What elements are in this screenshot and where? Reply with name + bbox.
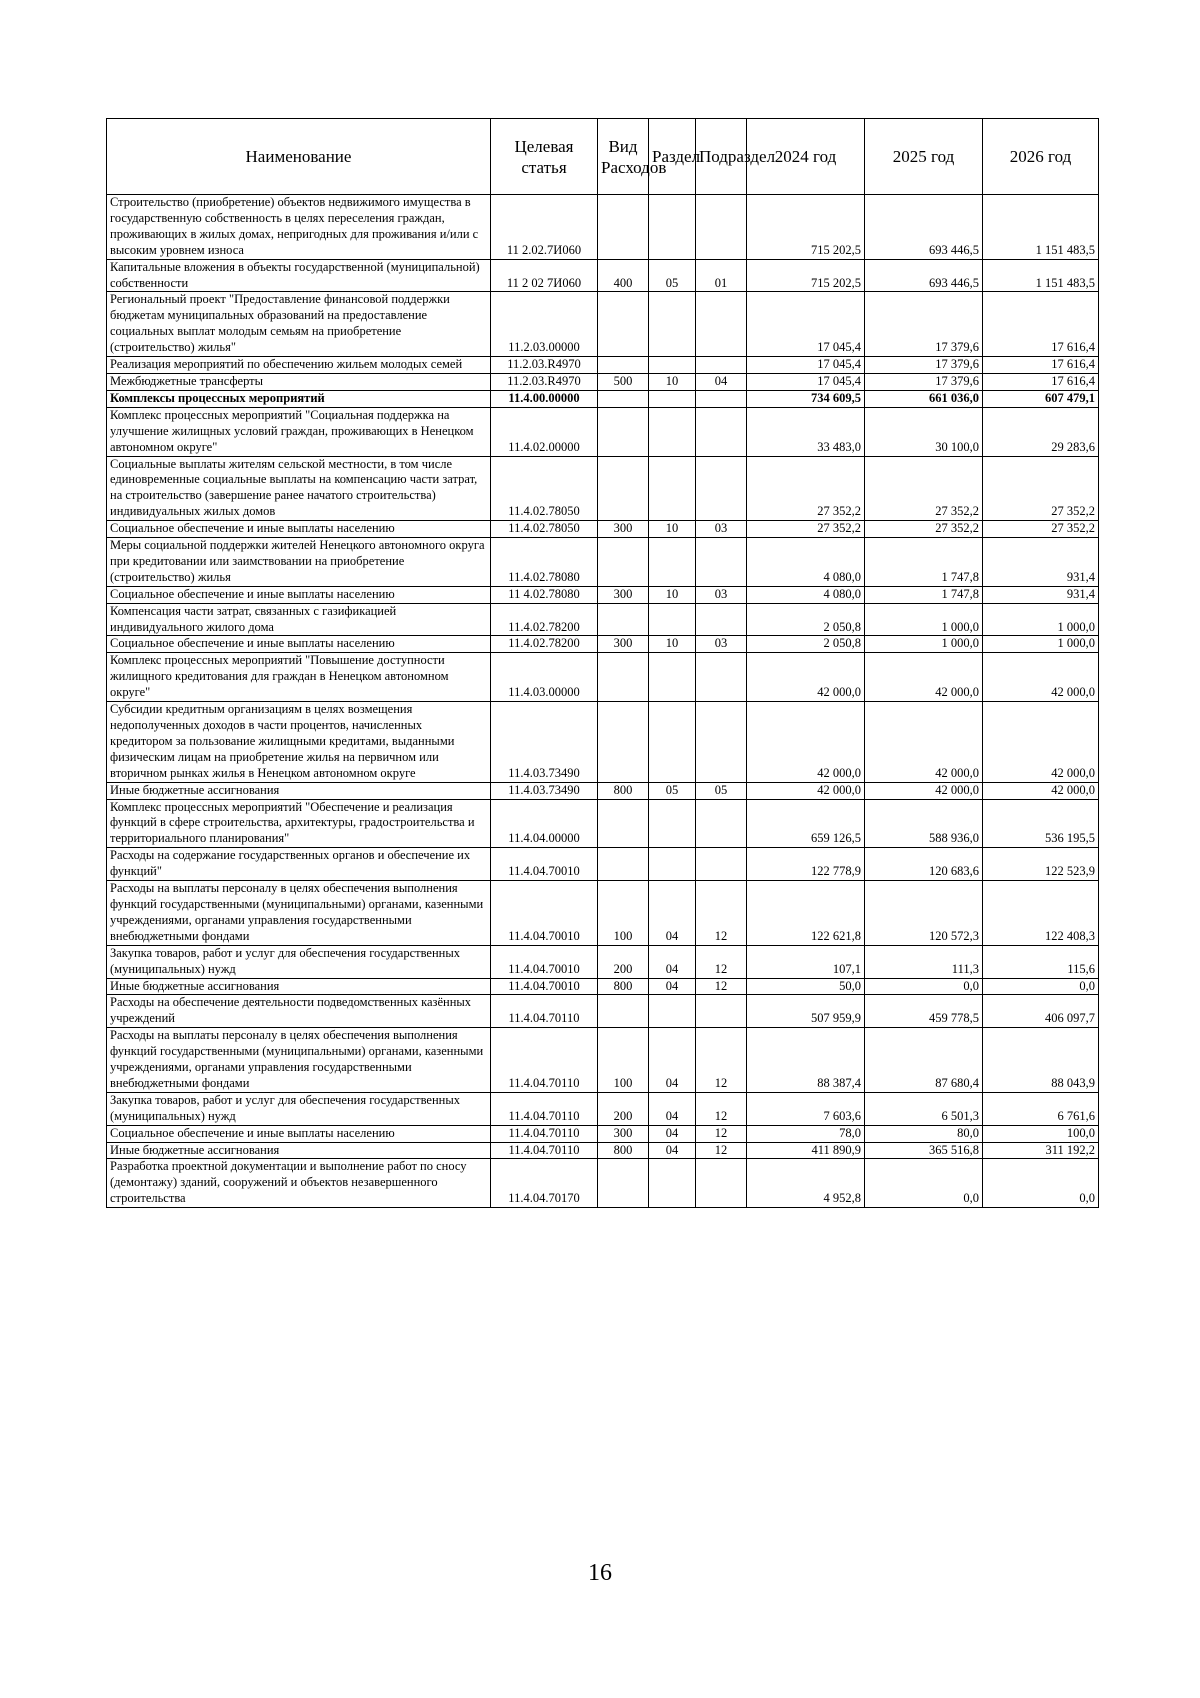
row-section	[649, 357, 696, 374]
row-name: Комплекс процессных мероприятий "Обеспечение и реализация функций в сфере строительства, архитектуры, градостроительства и территориального планирования"	[107, 799, 491, 848]
row-section	[649, 702, 696, 783]
row-expense-type: 500	[598, 373, 649, 390]
row-value-2024: 27 352,2	[747, 521, 865, 538]
row-value-2025: 6 501,3	[865, 1092, 983, 1125]
row-name: Иные бюджетные ассигнования	[107, 782, 491, 799]
row-value-2025: 17 379,6	[865, 357, 983, 374]
row-value-2024: 2 050,8	[747, 636, 865, 653]
row-value-2025: 661 036,0	[865, 390, 983, 407]
row-name: Расходы на содержание государственных органов и обеспечение их функций"	[107, 848, 491, 881]
row-name: Межбюджетные трансферты	[107, 373, 491, 390]
row-value-2026: 122 408,3	[983, 881, 1099, 946]
table-row	[107, 978, 1099, 995]
row-value-2026: 607 479,1	[983, 390, 1099, 407]
row-value-2024: 50,0	[747, 978, 865, 995]
row-expense-type	[598, 799, 649, 848]
row-section: 05	[649, 259, 696, 292]
row-value-2024: 4 080,0	[747, 586, 865, 603]
row-value-2026: 17 616,4	[983, 373, 1099, 390]
header-section: Раздел	[649, 119, 696, 195]
table-row	[107, 538, 1099, 587]
row-subsection	[696, 357, 747, 374]
row-value-2026: 88 043,9	[983, 1028, 1099, 1093]
row-expense-type	[598, 390, 649, 407]
table-row	[107, 603, 1099, 636]
row-value-2024: 27 352,2	[747, 456, 865, 521]
row-expense-type: 100	[598, 881, 649, 946]
table-row	[107, 1125, 1099, 1142]
row-value-2025: 42 000,0	[865, 653, 983, 702]
row-value-2026: 536 195,5	[983, 799, 1099, 848]
row-subsection	[696, 1159, 747, 1208]
row-name: Компенсация части затрат, связанных с газификацией индивидуального жилого дома	[107, 603, 491, 636]
row-value-2024: 17 045,4	[747, 357, 865, 374]
row-target-article: 11 2 02 7И060	[491, 259, 598, 292]
row-value-2026: 27 352,2	[983, 521, 1099, 538]
row-value-2026: 42 000,0	[983, 653, 1099, 702]
row-expense-type: 400	[598, 259, 649, 292]
table-row	[107, 292, 1099, 357]
row-value-2024: 107,1	[747, 945, 865, 978]
row-value-2025: 27 352,2	[865, 456, 983, 521]
row-subsection: 12	[696, 1125, 747, 1142]
row-value-2026: 17 616,4	[983, 292, 1099, 357]
row-target-article: 11.4.04.70110	[491, 1092, 598, 1125]
row-target-article: 11.4.04.70110	[491, 1028, 598, 1093]
row-section: 10	[649, 586, 696, 603]
row-value-2024: 507 959,9	[747, 995, 865, 1028]
page-number: 16	[588, 1560, 612, 1586]
header-expense-type: Вид Расходов	[598, 119, 649, 195]
row-value-2026: 42 000,0	[983, 782, 1099, 799]
header-name: Наименование	[107, 119, 491, 195]
table-row	[107, 995, 1099, 1028]
row-expense-type	[598, 603, 649, 636]
row-value-2026: 115,6	[983, 945, 1099, 978]
row-subsection: 03	[696, 636, 747, 653]
row-section: 04	[649, 978, 696, 995]
table-row	[107, 407, 1099, 456]
row-name: Комплекс процессных мероприятий "Повышение доступности жилищного кредитования для граждан в Ненецком автономном округе"	[107, 653, 491, 702]
row-expense-type	[598, 407, 649, 456]
row-value-2026: 1 000,0	[983, 603, 1099, 636]
row-value-2025: 1 747,8	[865, 538, 983, 587]
row-name: Социальное обеспечение и иные выплаты населению	[107, 1125, 491, 1142]
table-row	[107, 702, 1099, 783]
row-value-2025: 459 778,5	[865, 995, 983, 1028]
row-subsection: 01	[696, 259, 747, 292]
row-section: 04	[649, 1125, 696, 1142]
row-value-2024: 33 483,0	[747, 407, 865, 456]
row-value-2025: 120 683,6	[865, 848, 983, 881]
row-target-article: 11.2.03.00000	[491, 292, 598, 357]
row-value-2026: 311 192,2	[983, 1142, 1099, 1159]
row-expense-type	[598, 653, 649, 702]
row-subsection	[696, 848, 747, 881]
table-row	[107, 373, 1099, 390]
row-value-2024: 2 050,8	[747, 603, 865, 636]
row-value-2024: 17 045,4	[747, 373, 865, 390]
row-expense-type	[598, 357, 649, 374]
row-name: Социальное обеспечение и иные выплаты населению	[107, 636, 491, 653]
row-section: 05	[649, 782, 696, 799]
row-subsection: 12	[696, 881, 747, 946]
row-value-2026: 0,0	[983, 978, 1099, 995]
row-section	[649, 390, 696, 407]
row-value-2026: 1 151 483,5	[983, 259, 1099, 292]
row-expense-type: 800	[598, 782, 649, 799]
table-row	[107, 1159, 1099, 1208]
header-year-2025: 2025 год	[865, 119, 983, 195]
header-row	[107, 119, 1099, 195]
row-value-2025: 1 747,8	[865, 586, 983, 603]
row-value-2025: 42 000,0	[865, 702, 983, 783]
row-name: Строительство (приобретение) объектов недвижимого имущества в государственную собственность в целях переселения граждан, проживающих в жилых домах, непригодных для проживания и/или с высоким уровнем износа	[107, 195, 491, 260]
row-subsection	[696, 799, 747, 848]
header-target-article: Целевая статья	[491, 119, 598, 195]
row-section	[649, 538, 696, 587]
row-value-2024: 42 000,0	[747, 702, 865, 783]
row-section	[649, 995, 696, 1028]
row-subsection	[696, 292, 747, 357]
row-section	[649, 1159, 696, 1208]
row-name: Социальные выплаты жителям сельской местности, в том числе единовременные социальные выплаты на компенсацию части затрат, на строительство (завершение ранее начатого строительства) индивидуальных жилых домов	[107, 456, 491, 521]
row-value-2026: 931,4	[983, 586, 1099, 603]
row-value-2026: 29 283,6	[983, 407, 1099, 456]
row-target-article: 11.4.02.78200	[491, 603, 598, 636]
budget-table	[106, 118, 1099, 1208]
row-value-2025: 17 379,6	[865, 373, 983, 390]
header-year-2024: 2024 год	[747, 119, 865, 195]
row-target-article: 11.4.02.78200	[491, 636, 598, 653]
row-expense-type	[598, 1159, 649, 1208]
table-body	[107, 195, 1099, 1208]
row-target-article: 11.4.03.73490	[491, 782, 598, 799]
row-subsection: 03	[696, 521, 747, 538]
row-name: Иные бюджетные ассигнования	[107, 978, 491, 995]
row-subsection	[696, 407, 747, 456]
table-row	[107, 799, 1099, 848]
row-target-article: 11.2.03.R4970	[491, 373, 598, 390]
row-value-2024: 4 080,0	[747, 538, 865, 587]
row-value-2026: 42 000,0	[983, 702, 1099, 783]
row-name: Комплекс процессных мероприятий "Социальная поддержка на улучшение жилищных условий граждан, проживающих в Ненецком автономном округе"	[107, 407, 491, 456]
table-row	[107, 1092, 1099, 1125]
row-value-2024: 715 202,5	[747, 195, 865, 260]
row-value-2026: 406 097,7	[983, 995, 1099, 1028]
row-expense-type: 200	[598, 1092, 649, 1125]
row-expense-type	[598, 848, 649, 881]
row-name: Реализация мероприятий по обеспечению жильем молодых семей	[107, 357, 491, 374]
row-name: Разработка проектной документации и выполнение работ по сносу (демонтажу) зданий, сооружений и объектов незавершенного строительства	[107, 1159, 491, 1208]
row-expense-type: 800	[598, 1142, 649, 1159]
table-row	[107, 848, 1099, 881]
row-subsection: 12	[696, 945, 747, 978]
row-value-2024: 715 202,5	[747, 259, 865, 292]
row-name: Социальное обеспечение и иные выплаты населению	[107, 586, 491, 603]
row-value-2025: 693 446,5	[865, 195, 983, 260]
row-subsection	[696, 653, 747, 702]
row-target-article: 11.4.03.00000	[491, 653, 598, 702]
row-section: 04	[649, 881, 696, 946]
row-value-2025: 80,0	[865, 1125, 983, 1142]
table-row	[107, 586, 1099, 603]
table-row	[107, 881, 1099, 946]
row-subsection: 04	[696, 373, 747, 390]
row-value-2025: 693 446,5	[865, 259, 983, 292]
row-name: Капитальные вложения в объекты государственной (муниципальной) собственности	[107, 259, 491, 292]
table-row	[107, 1142, 1099, 1159]
row-target-article: 11.4.02.78050	[491, 456, 598, 521]
row-value-2024: 122 778,9	[747, 848, 865, 881]
row-value-2026: 17 616,4	[983, 357, 1099, 374]
table-row	[107, 945, 1099, 978]
table-row	[107, 521, 1099, 538]
row-target-article: 11.4.02.78050	[491, 521, 598, 538]
row-value-2026: 1 151 483,5	[983, 195, 1099, 260]
table-row	[107, 782, 1099, 799]
row-value-2024: 411 890,9	[747, 1142, 865, 1159]
row-name: Закупка товаров, работ и услуг для обеспечения государственных (муниципальных) нужд	[107, 945, 491, 978]
row-value-2024: 42 000,0	[747, 653, 865, 702]
row-name: Расходы на выплаты персоналу в целях обеспечения выполнения функций государственными (муниципальными) органами, казенными учреждениями, органами управления государственными внебюджетными фондами	[107, 881, 491, 946]
row-subsection: 03	[696, 586, 747, 603]
row-target-article: 11.4.04.70170	[491, 1159, 598, 1208]
row-subsection: 12	[696, 1142, 747, 1159]
row-value-2024: 659 126,5	[747, 799, 865, 848]
row-value-2024: 78,0	[747, 1125, 865, 1142]
row-section	[649, 195, 696, 260]
row-section: 04	[649, 945, 696, 978]
row-name: Расходы на обеспечение деятельности подведомственных казённых учреждений	[107, 995, 491, 1028]
row-target-article: 11.4.04.70110	[491, 1142, 598, 1159]
row-target-article: 11.4.04.00000	[491, 799, 598, 848]
row-value-2025: 42 000,0	[865, 782, 983, 799]
row-target-article: 11.4.02.78080	[491, 538, 598, 587]
row-section: 10	[649, 636, 696, 653]
row-section: 04	[649, 1142, 696, 1159]
row-target-article: 11.4.04.70010	[491, 881, 598, 946]
row-value-2026: 100,0	[983, 1125, 1099, 1142]
row-section	[649, 799, 696, 848]
row-value-2025: 588 936,0	[865, 799, 983, 848]
row-value-2026: 931,4	[983, 538, 1099, 587]
row-value-2024: 88 387,4	[747, 1028, 865, 1093]
row-value-2026: 0,0	[983, 1159, 1099, 1208]
table-row	[107, 636, 1099, 653]
row-subsection: 05	[696, 782, 747, 799]
row-target-article: 11.4.02.00000	[491, 407, 598, 456]
row-name: Комплексы процессных мероприятий	[107, 390, 491, 407]
table-row	[107, 357, 1099, 374]
row-value-2024: 4 952,8	[747, 1159, 865, 1208]
row-value-2024: 122 621,8	[747, 881, 865, 946]
row-value-2025: 0,0	[865, 1159, 983, 1208]
row-expense-type: 800	[598, 978, 649, 995]
row-expense-type: 100	[598, 1028, 649, 1093]
header-year-2026: 2026 год	[983, 119, 1099, 195]
row-expense-type: 300	[598, 586, 649, 603]
row-section: 10	[649, 521, 696, 538]
row-section: 04	[649, 1092, 696, 1125]
row-subsection	[696, 456, 747, 521]
row-target-article: 11.4.04.70110	[491, 1125, 598, 1142]
row-section	[649, 653, 696, 702]
row-expense-type: 300	[598, 521, 649, 538]
row-section	[649, 292, 696, 357]
row-subsection: 12	[696, 978, 747, 995]
row-subsection	[696, 702, 747, 783]
row-value-2025: 27 352,2	[865, 521, 983, 538]
row-value-2024: 734 609,5	[747, 390, 865, 407]
row-target-article: 11.4.04.70010	[491, 978, 598, 995]
row-value-2025: 30 100,0	[865, 407, 983, 456]
row-expense-type: 300	[598, 1125, 649, 1142]
row-section	[649, 603, 696, 636]
row-target-article: 11.4.04.70010	[491, 848, 598, 881]
row-target-article: 11 2.02.7И060	[491, 195, 598, 260]
row-name: Социальное обеспечение и иные выплаты населению	[107, 521, 491, 538]
row-name: Иные бюджетные ассигнования	[107, 1142, 491, 1159]
row-value-2025: 0,0	[865, 978, 983, 995]
row-expense-type: 300	[598, 636, 649, 653]
row-name: Закупка товаров, работ и услуг для обеспечения государственных (муниципальных) нужд	[107, 1092, 491, 1125]
row-expense-type	[598, 702, 649, 783]
row-target-article: 11.4.00.00000	[491, 390, 598, 407]
table-row	[107, 653, 1099, 702]
row-target-article: 11.4.03.73490	[491, 702, 598, 783]
row-section: 10	[649, 373, 696, 390]
row-subsection	[696, 995, 747, 1028]
row-target-article: 11.4.04.70010	[491, 945, 598, 978]
row-subsection	[696, 195, 747, 260]
row-name: Расходы на выплаты персоналу в целях обеспечения выполнения функций государственными (муниципальными) органами, казенными учреждениями, органами управления государственными внебюджетными фондами	[107, 1028, 491, 1093]
row-name: Региональный проект "Предоставление финансовой поддержки бюджетам муниципальных образований на предоставление социальных выплат молодым семьям на приобретение (строительство) жилья"	[107, 292, 491, 357]
row-expense-type	[598, 195, 649, 260]
row-value-2025: 365 516,8	[865, 1142, 983, 1159]
row-section	[649, 456, 696, 521]
row-target-article: 11.2.03.R4970	[491, 357, 598, 374]
table-row	[107, 259, 1099, 292]
row-section	[649, 848, 696, 881]
row-value-2026: 122 523,9	[983, 848, 1099, 881]
row-value-2026: 6 761,6	[983, 1092, 1099, 1125]
row-value-2025: 1 000,0	[865, 636, 983, 653]
header-subsection: Подраздел	[696, 119, 747, 195]
row-value-2026: 27 352,2	[983, 456, 1099, 521]
row-expense-type	[598, 292, 649, 357]
row-value-2025: 120 572,3	[865, 881, 983, 946]
row-value-2025: 1 000,0	[865, 603, 983, 636]
row-value-2025: 87 680,4	[865, 1028, 983, 1093]
row-target-article: 11.4.04.70110	[491, 995, 598, 1028]
table-row	[107, 390, 1099, 407]
row-name: Меры социальной поддержки жителей Ненецкого автономного округа при кредитовании или заимствовании на приобретение (строительство) жилья	[107, 538, 491, 587]
row-expense-type	[598, 456, 649, 521]
row-subsection	[696, 538, 747, 587]
row-name: Субсидии кредитным организациям в целях возмещения недополученных доходов в части процентов, начисленных кредитором за пользование жилищными кредитами, выданными физическим лицам на приобретение жилья на первичном или вторичном рынках жилья в Ненецком автономном округе	[107, 702, 491, 783]
row-subsection	[696, 603, 747, 636]
row-subsection: 12	[696, 1028, 747, 1093]
row-section	[649, 407, 696, 456]
row-section: 04	[649, 1028, 696, 1093]
row-subsection: 12	[696, 1092, 747, 1125]
table-row	[107, 195, 1099, 260]
row-value-2024: 42 000,0	[747, 782, 865, 799]
table-row	[107, 1028, 1099, 1093]
row-expense-type: 200	[598, 945, 649, 978]
row-target-article: 11 4.02.78080	[491, 586, 598, 603]
row-expense-type	[598, 538, 649, 587]
table-row	[107, 456, 1099, 521]
row-subsection	[696, 390, 747, 407]
row-value-2024: 17 045,4	[747, 292, 865, 357]
row-value-2024: 7 603,6	[747, 1092, 865, 1125]
row-value-2025: 111,3	[865, 945, 983, 978]
row-value-2026: 1 000,0	[983, 636, 1099, 653]
row-value-2025: 17 379,6	[865, 292, 983, 357]
row-expense-type	[598, 995, 649, 1028]
